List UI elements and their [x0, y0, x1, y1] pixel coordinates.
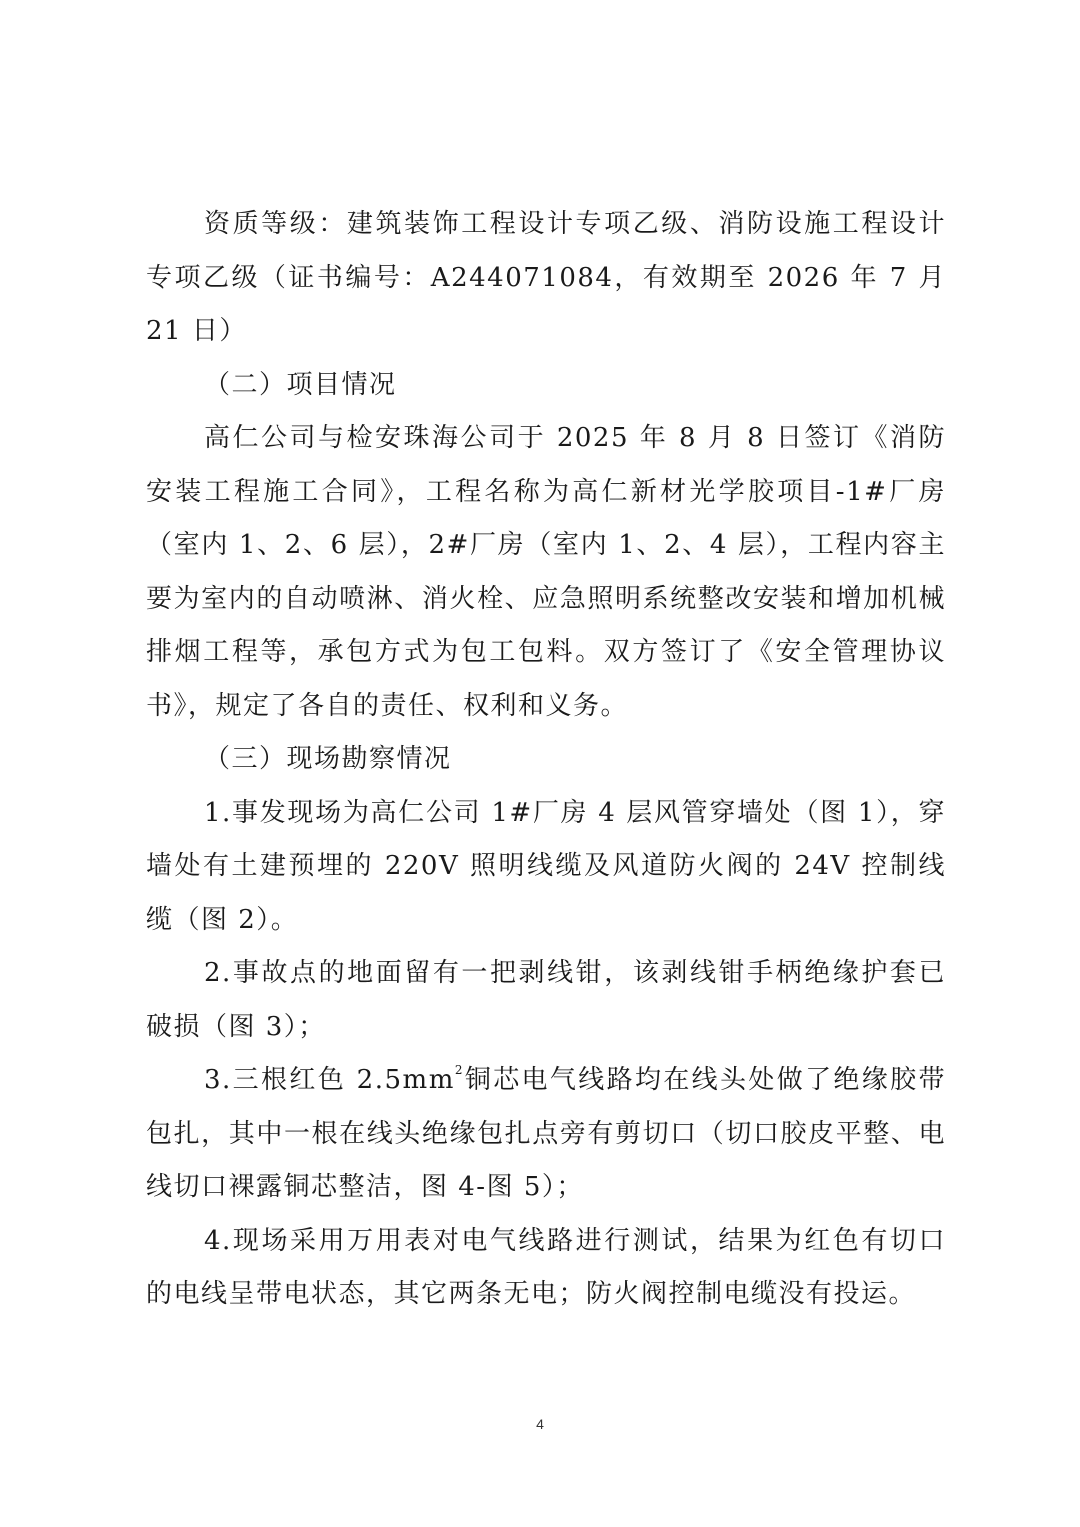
qualification-paragraph: 资质等级：建筑装饰工程设计专项乙级、消防设施工程设计专项乙级（证书编号：A244071084，有效期至 2026 年 7 月 21 日） — [146, 209, 946, 346]
survey-item-2: 2.事故点的地面留有一把剥线钳，该剥线钳手柄绝缘护套已破损（图 3）； — [146, 958, 946, 1042]
survey-item-3-start: 3.三根红色 2.5mm — [204, 1065, 455, 1095]
document-body — [146, 198, 946, 1322]
survey-item-3 — [146, 1054, 946, 1215]
unit-superscript: 2 — [454, 1063, 464, 1077]
survey-item-3-rest: 铜芯电气线路均在线头处做了绝缘胶带包扎，其中一根在线头绝缘包扎点旁有剪切口（切口胶皮平整、电线切口裸露铜芯整洁，图 4-图 5）； — [146, 1065, 946, 1202]
survey-item-1: 1.事发现场为高仁公司 1#厂房 4 层风管穿墙处（图 1），穿墙处有土建预埋的 220V 照明线缆及风道防火阀的 24V 控制线缆（图 2）。 — [146, 797, 946, 935]
section-heading-survey: （三）现场勘察情况 — [204, 744, 452, 774]
survey-item-4: 4.现场采用万用表对电气线路进行测试，结果为红色有切口的电线呈带电状态，其它两条无电；防火阀控制电缆没有投运。 — [146, 1225, 946, 1309]
section-heading-project: （二）项目情况 — [204, 369, 397, 400]
project-paragraph: 高仁公司与检安珠海公司于 2025 年 8 月 8 日签订《消防安装工程施工合同》，工程名称为高仁新材光学胶项目-1#厂房（室内 1、2、6 层），2#厂房（室内 1、2、4 层），工程内容主要为室内的自动喷淋、消火栓、应急照明系统整改安装和增加机械排烟工程等，承包方式为包工包料。双方签订了《安全管理协议书》，规定了各自的责任、权利和义务。 — [146, 423, 946, 721]
page-number: 4 — [536, 1416, 544, 1432]
